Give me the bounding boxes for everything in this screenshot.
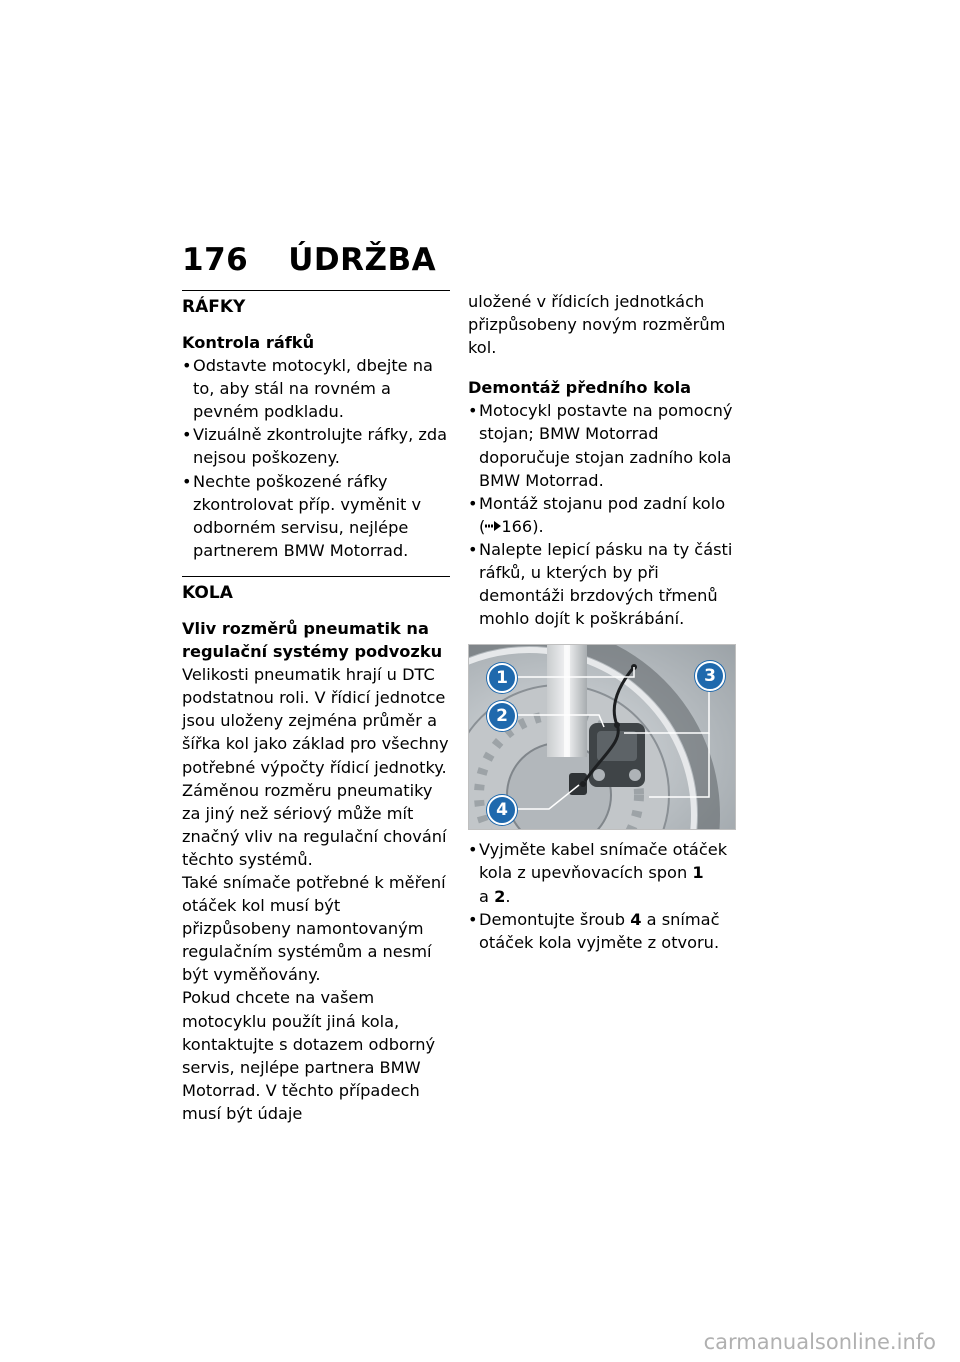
page-reference: 166 <box>501 516 533 536</box>
reference-number: 2 <box>494 886 506 906</box>
list-item: • Nalepte lepicí pásku na ty části ráfků, u kterých by při demontáži brzdových třmenů mohlo dojít k poškrábání. <box>468 538 736 630</box>
paragraph: Také snímače potřebné k měření otáček kol musí být přizpůsobeny namontovaným regulačním systémům a nesmí být vyměňovány. <box>182 872 446 985</box>
callout-4: 4 <box>487 795 517 825</box>
reference-number: 4 <box>630 909 642 929</box>
section-title-rafky: RÁFKY <box>182 290 450 319</box>
sensor-bullet-list <box>468 838 736 953</box>
list-item: • Odstavte motocykl, dbejte na to, aby stál na rovném a pevném podkladu. <box>182 354 450 423</box>
list-item-text: Vyjměte kabel snímače otáček kola z upevňovacích spon <box>479 840 728 883</box>
list-item-text: a snímač otáček kola vyjměte z otvoru. <box>479 909 720 952</box>
continuation-paragraph: uložené v řídicích jednotkách přizpůsobeny novým rozměrům kol. <box>468 292 726 358</box>
subhead-kontrola-rafku: Kontrola ráfků <box>182 333 315 352</box>
page-number: 176 <box>182 242 249 278</box>
list-item-text: a <box>479 886 495 906</box>
left-column <box>182 290 450 1125</box>
list-item: • Vizuálně zkontrolujte ráfky, zda nejsou poškozeny. <box>182 423 450 469</box>
callout-2: 2 <box>487 701 517 731</box>
chapter-title: ÚDRŽBA <box>288 242 437 278</box>
list-item-text: ). <box>532 516 544 536</box>
list-item <box>468 908 736 954</box>
list-item-text: Montáž stojanu pod zadní kolo ( <box>479 493 726 536</box>
wheel-sensor-figure <box>468 644 736 830</box>
reference-number: 1 <box>692 863 704 883</box>
paragraph: Pokud chcete na vašem motocyklu použít jiná kola, kontaktujte s dotazem odborný servis, nejlépe partnera BMW Motorrad. V těchto případech musí být údaje <box>182 988 436 1123</box>
list-item: • Nechte poškozené ráfky zkontrolovat příp. vyměnit v odborném servisu, nejlépe partnerem BMW Motorrad. <box>182 470 450 562</box>
paragraph: Velikosti pneumatik hrají u DTC podstatnou roli. V řídicí jednotce jsou uloženy zejména průměr a šířka kol jako základ pro všechny potřebné výpočty řídicí jednotky. Záměnou rozměru pneumatiky za jiný než sériový může mít značný vliv na regulační chování těchto systémů. <box>182 665 449 869</box>
page-reference-arrow-icon <box>485 521 501 531</box>
page-header <box>182 242 436 278</box>
list-item: • Motocykl postavte na pomocný stojan; BMW Motorrad doporučuje stojan zadního kola BMW Motorrad. <box>468 399 736 491</box>
rafky-bullet-list <box>182 354 450 562</box>
list-item <box>468 838 736 907</box>
right-column <box>468 290 736 954</box>
watermark: carmanualsonline.info <box>703 1330 936 1354</box>
list-item <box>468 492 736 538</box>
subhead-vliv-rozmeru: Vliv rozměrů pneumatik na regulační systémy podvozku <box>182 618 443 662</box>
list-item-text: . <box>505 886 511 906</box>
callout-3: 3 <box>695 661 725 691</box>
list-item-text: Demontujte šroub <box>479 909 631 929</box>
callout-1: 1 <box>487 663 517 693</box>
demontaz-bullet-list <box>468 399 736 630</box>
section-title-kola: KOLA <box>182 576 450 605</box>
subhead-demontaz-predniho-kola: Demontáž předního kola <box>468 378 692 398</box>
